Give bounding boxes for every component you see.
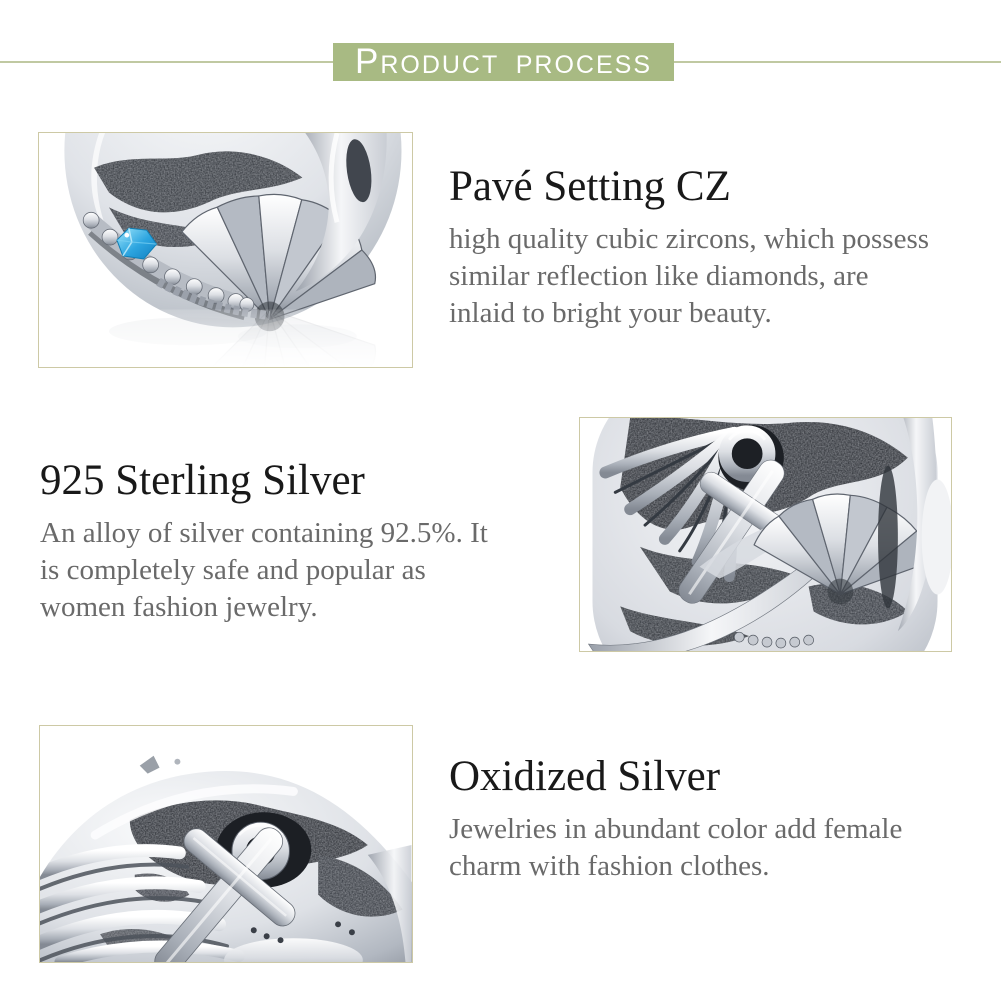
section-body — [449, 811, 979, 885]
section-925-sterling-silver — [40, 456, 540, 626]
body-line: is completely safe and popular as — [40, 554, 426, 587]
section-pave-setting-cz — [449, 162, 969, 332]
section-heading: 925 Sterling Silver — [40, 457, 365, 504]
body-line: women fashion jewelry. — [40, 591, 318, 624]
section-heading: Pavé Setting CZ — [449, 163, 731, 210]
anchor-charm-photo — [579, 417, 952, 652]
oxidized-charm-illustration — [40, 726, 412, 962]
section-oxidized-silver — [449, 752, 979, 885]
body-line: inlaid to bright your beauty. — [449, 297, 772, 330]
anchor-charm-illustration — [580, 418, 951, 651]
pave-cz-charm-photo — [38, 132, 413, 368]
oxidized-charm-photo — [39, 725, 413, 963]
section-body — [449, 221, 969, 332]
section-body — [40, 515, 540, 626]
body-line: similar reflection like diamonds, are — [449, 260, 869, 293]
body-line: charm with fashion clothes. — [449, 850, 770, 883]
body-line: An alloy of silver containing 92.5%. It — [40, 517, 488, 550]
body-line: Jewelries in abundant color add female — [449, 813, 903, 846]
section-heading: Oxidized Silver — [449, 753, 721, 800]
body-line: high quality cubic zircons, which possess — [449, 223, 930, 256]
pave-cz-charm-illustration — [39, 133, 412, 367]
header-title-badge: PRODUCT PROCESS — [333, 43, 674, 81]
